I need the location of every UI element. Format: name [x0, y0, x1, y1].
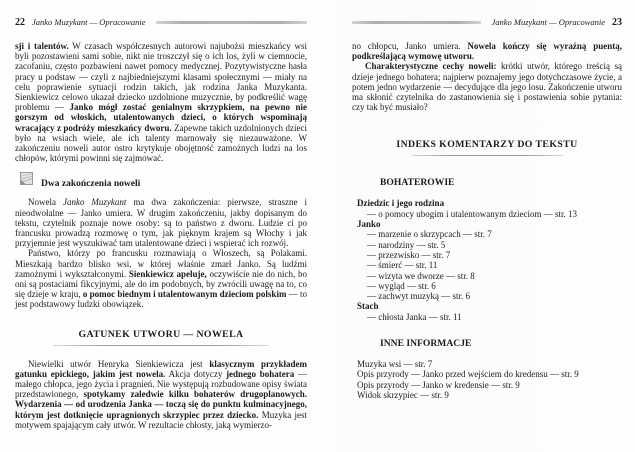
- body-paragraph: Państwo, którzy po francusku rozmawiają o Włoszech, są Polakami. Mieszkają bardzo blisko wsi, w której właśnie zmarł Janko. Są ludźmi zamożnymi i wykształconymi. Sienkiewicz apeluje, oczywiście nie do nich, bo oni są postaciami fikcyjnymi, ale do im podobnych, by zwrócili uwagę na to, co się dzieje w kraju, o pomoc biednym i utalentowanym dzieciom polskim — to jest podstawowy ludzki obowiązek.: [15, 248, 307, 310]
- running-title: Janko Muzykant — Opracowanie: [491, 17, 605, 27]
- section-title: Dwa zakończenia noweli: [41, 179, 141, 190]
- index-plain-item: Widok skrzypiec — str. 9: [357, 389, 449, 400]
- header-bar: [352, 21, 481, 24]
- index-plain-item: Muzyka wsi — str. 7: [357, 358, 433, 369]
- index-group-name: Janko: [357, 219, 381, 230]
- index-group: [352, 219, 622, 301]
- page-number: 23: [612, 17, 622, 28]
- index-group-name: Dziedzic i jego rodzina: [357, 198, 445, 209]
- section-heading: [20, 172, 307, 190]
- index-heading: INDEKS KOMENTARZY DO TEKSTU: [396, 139, 578, 151]
- index-group: [352, 359, 622, 400]
- index-group: [352, 198, 622, 219]
- header-bar: [156, 21, 307, 24]
- index-item: — chłosta Janka — str. 11: [367, 311, 462, 322]
- index-item: — marzenie o skrzypcach — str. 7: [367, 229, 492, 240]
- inne-informacje-heading: INNE INFORMACJE: [380, 337, 472, 349]
- index-rule: [411, 155, 562, 156]
- index-plain-item: Opis przyrody — Janko w kredensie — str. 9: [357, 379, 520, 390]
- intro-paragraph: sji i talentów. W czasach współczesnych autorowi najubożsi mieszkańcy wsi byli pozostawieni sami sobie, nikt nie troszczył się o ich los, żyli w ciemnocie, zacofaniu, często pozbawieni nawet pomocy medycznej. Pozytywistyczne hasła pracy u podstaw — czyli z najbiedniejszymi klasami społecznymi — miały na celu poprawienie sytuacji rodzin takich, jak rodzina Janka Muzykanta. Sienkiewicz celowo ukazał dziecko uzdolnione muzycznie, by podkreślić wagę problemu — Janko mógł zostać genialnym skrzypkiem, na pewno nie gorszym od włoskich, utalentowanych dzieci, o których wspominają wracający z podróży mieszkańcy dworu. Zapewne takich uzdolnionych dzieci było na wsiach wiele, ale ich talenty marnowały się niezauważone. W zakończeniu noweli autor ostro krytykuje obojętność zamożnych ludzi na los chłopów, którymi powinni się zajmować.: [15, 41, 307, 164]
- running-header-left: [15, 17, 307, 28]
- index-plain-item: Opis przyrody — Janko przed wejściem do kredensu — str. 9: [357, 369, 579, 380]
- bohaterowie-heading: BOHATEROWIE: [380, 177, 455, 189]
- index-group: [352, 301, 622, 322]
- running-header-right: [352, 17, 622, 28]
- running-title: Janko Muzykant — Opracowanie: [32, 17, 146, 27]
- index-item: — przezwisko — str. 7: [367, 249, 451, 260]
- page-number: 22: [15, 17, 25, 28]
- index-item: — zachwyt muzyką — str. 6: [367, 291, 470, 302]
- index-item: — narodziny — str. 5: [367, 239, 446, 250]
- index-item: — śmierć — str. 11: [367, 260, 438, 271]
- index-item: — o pomocy ubogim i utalentowanym dzieciom — str. 13: [367, 208, 577, 219]
- body-paragraph: no chłopcu, Janko umiera. Nowela kończy się wyraźną puentą, podkreślającą wymowę utworu.: [352, 41, 622, 62]
- index-item: — wizyta we dworze — str. 8: [367, 270, 475, 281]
- right-page: [352, 17, 622, 400]
- body-paragraph: Nowela Janko Muzykant ma dwa zakończenia: pierwsze, straszne i nieodwołalne — Janko umiera. W drugim zakończeniu, jakby dopisanym do tekstu, czytelnik poznaje nowe osoby: są to państwo z dworu. Ludzie ci po francusku prowadzą rozmowę o tym, jak pięknym krajem są Włochy i jak przyjemnie jest wyszukiwać tam utalentowane dzieci i wspierać ich rozwój.: [15, 197, 307, 249]
- hatched-square-icon: [20, 172, 33, 190]
- genre-heading: GATUNEK UTWORU — NOWELA: [78, 328, 244, 340]
- left-page: [15, 17, 307, 430]
- body-paragraph: Charakterystyczne cechy noweli: krótki utwór, którego treścią są dzieje jednego bohatera; najpierw poznajemy jego dotychczasowe życie, a potem jedno wydarzenie — decydujące dla jego losu. Zakończenie utworu ma skłonić czytelnika do zastanowienia się i postawienia sobie pytania: czy tak być musiało?: [352, 61, 623, 113]
- heading-rule: [53, 345, 269, 346]
- index-group-name: Stach: [357, 301, 379, 312]
- index-item: — wygląd — str. 6: [367, 280, 436, 291]
- body-paragraph: Niewielki utwór Henryka Sienkiewicza jest klasycznym przykładem gatunku epickiego, jakim jest nowela. Akcja dotyczy jednego bohatera — małego chłopca, jego życia i pragnień. Nie występują rozbudowane opisy świata przedstawionego, spotykamy zaledwie kilku bohaterów drugoplanowych. Wydarzenia — od urodzenia Janka — toczą się do punktu kulminacyjnego, którym jest dotknięcie upragnionych skrzypiec przez dziecko. Muzyka jest motywem spajającym cały utwór. W rezultacie chłosty, jaką wymierzo-: [15, 358, 308, 430]
